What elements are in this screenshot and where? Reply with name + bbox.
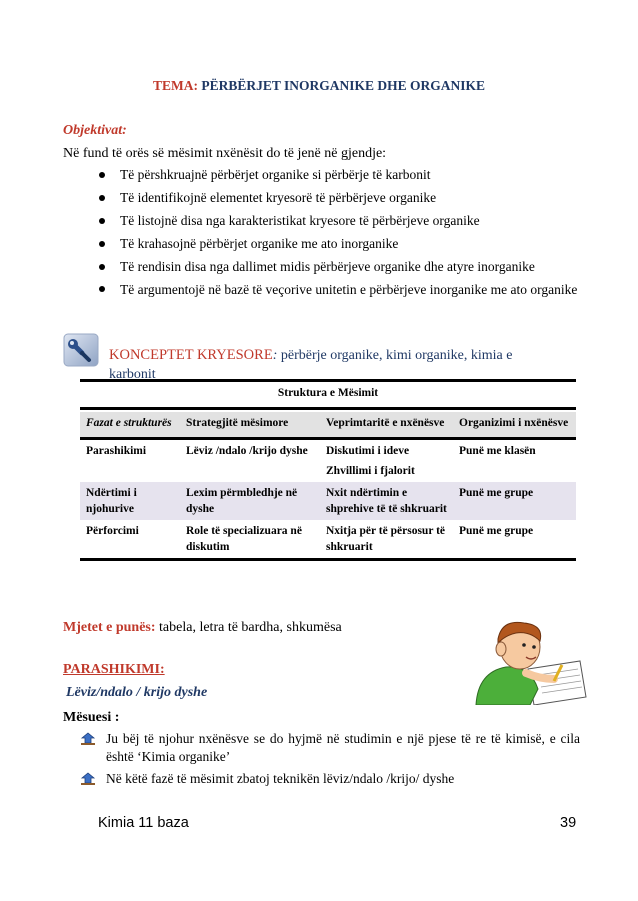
boy-writing-illustration: [468, 617, 588, 705]
bullet-icon: [99, 218, 105, 224]
tools-label: Mjetet e punës:: [63, 620, 156, 635]
list-item: Të krahasojnë përbërjet organike me ato inorganike: [92, 232, 582, 255]
list-item: Të përshkruajnë përbërjet organike si përbërje të karbonit: [92, 163, 582, 186]
table-cell: Punë me grupe: [453, 520, 576, 560]
table: [80, 412, 576, 561]
footer-book-title: Kimia 11 baza: [98, 815, 189, 831]
objectives-list: [92, 163, 582, 299]
page-number: 39: [560, 815, 577, 831]
table-cell: Role të specializuara në diskutim: [180, 520, 320, 560]
key-concepts: KONCEPTET KRYESORE: përbërje organike, kimi organike, kimia e karbonit: [109, 347, 513, 382]
prediction-subheading: Lëviz/ndalo / krijo dyshe: [66, 685, 208, 700]
table-cell: Përforcimi: [80, 520, 180, 560]
prediction-heading: PARASHIKIMI:: [63, 662, 165, 677]
list-item: Ju bëj të njohur nxënësve se do hyjmë në studimin e një pjese të re të kimisë, e cila është ‘Kimia organike’: [80, 730, 580, 766]
table-cell: Punë me klasën: [459, 445, 536, 457]
table-cell: Nxit ndërtimin e shprehive të të shkruarit: [320, 482, 453, 520]
header-cell: Veprimtaritë e nxënësve: [320, 412, 453, 439]
table-cell: Nxitja për të përsosur të shkruarit: [320, 520, 453, 560]
tools-line: [63, 620, 342, 636]
list-item: Të identifikojnë elementet kryesorë të përbërjeve organike: [92, 186, 582, 209]
table-header-row: [80, 412, 576, 439]
title-prefix: TEMA:: [152, 78, 198, 93]
table-cell: Lëviz /ndalo /krijo dyshe: [186, 445, 308, 457]
key-concepts-label: KONCEPTET KRYESORE: [109, 347, 273, 363]
bullet-icon: [99, 264, 105, 270]
objectives-intro: Në fund të orës së mësimit nxënësit do të jenë në gjendje:: [63, 146, 387, 161]
page-title: [0, 78, 638, 94]
tools-text: tabela, letra të bardha, shkumësa: [155, 620, 342, 635]
bullet-icon: [99, 195, 105, 201]
table-cell: Diskutimi i ideve Zhvillimi i fjalorit: [326, 445, 415, 477]
bullet-icon: [99, 241, 105, 247]
objectives-heading: Objektivat:: [63, 123, 127, 138]
header-cell: Organizimi i nxënësve: [453, 412, 576, 439]
header-cell: Fazat e strukturës: [80, 412, 180, 439]
list-item: Të listojnë disa nga karakteristikat kryesore të përbërjeve organike: [92, 209, 582, 232]
table-row: [80, 482, 576, 520]
arrow-bullet-icon: [80, 772, 96, 786]
structure-table: [80, 379, 576, 561]
table-title: Struktura e Mësimit: [80, 379, 576, 410]
table-cell: Punë me grupe: [453, 482, 576, 520]
table-cell: Ndërtimi i njohurive: [80, 482, 180, 520]
table-cell: Parashikimi: [86, 445, 147, 457]
table-row: [80, 520, 576, 560]
teacher-steps: [80, 730, 580, 792]
key-concepts-text: përbërje organike, kimi organike, kimia e karbonit: [109, 348, 513, 382]
arrow-bullet-icon: [80, 732, 96, 746]
title-text: PËRBËRJET INORGANIKE DHE ORGANIKE: [201, 78, 486, 93]
list-item: Në këtë fazë të mësimit zbatoj teknikën lëviz/ndalo /krijo/ dyshe: [80, 770, 580, 788]
table-cell: Lexim përmbledhje në dyshe: [180, 482, 320, 520]
wrench-icon: [63, 333, 99, 367]
list-item: Të argumentojë në bazë të veçorive unitetin e përbërjeve inorganike me ato organike: [92, 278, 582, 299]
list-item: Të rendisin disa nga dallimet midis përbërjeve organike dhe atyre inorganike: [92, 255, 582, 278]
header-cell: Strategjitë mësimore: [180, 412, 320, 439]
bullet-icon: [99, 172, 105, 178]
teacher-label: Mësuesi :: [63, 710, 120, 725]
table-row: [80, 439, 576, 483]
bullet-icon: [99, 286, 105, 292]
